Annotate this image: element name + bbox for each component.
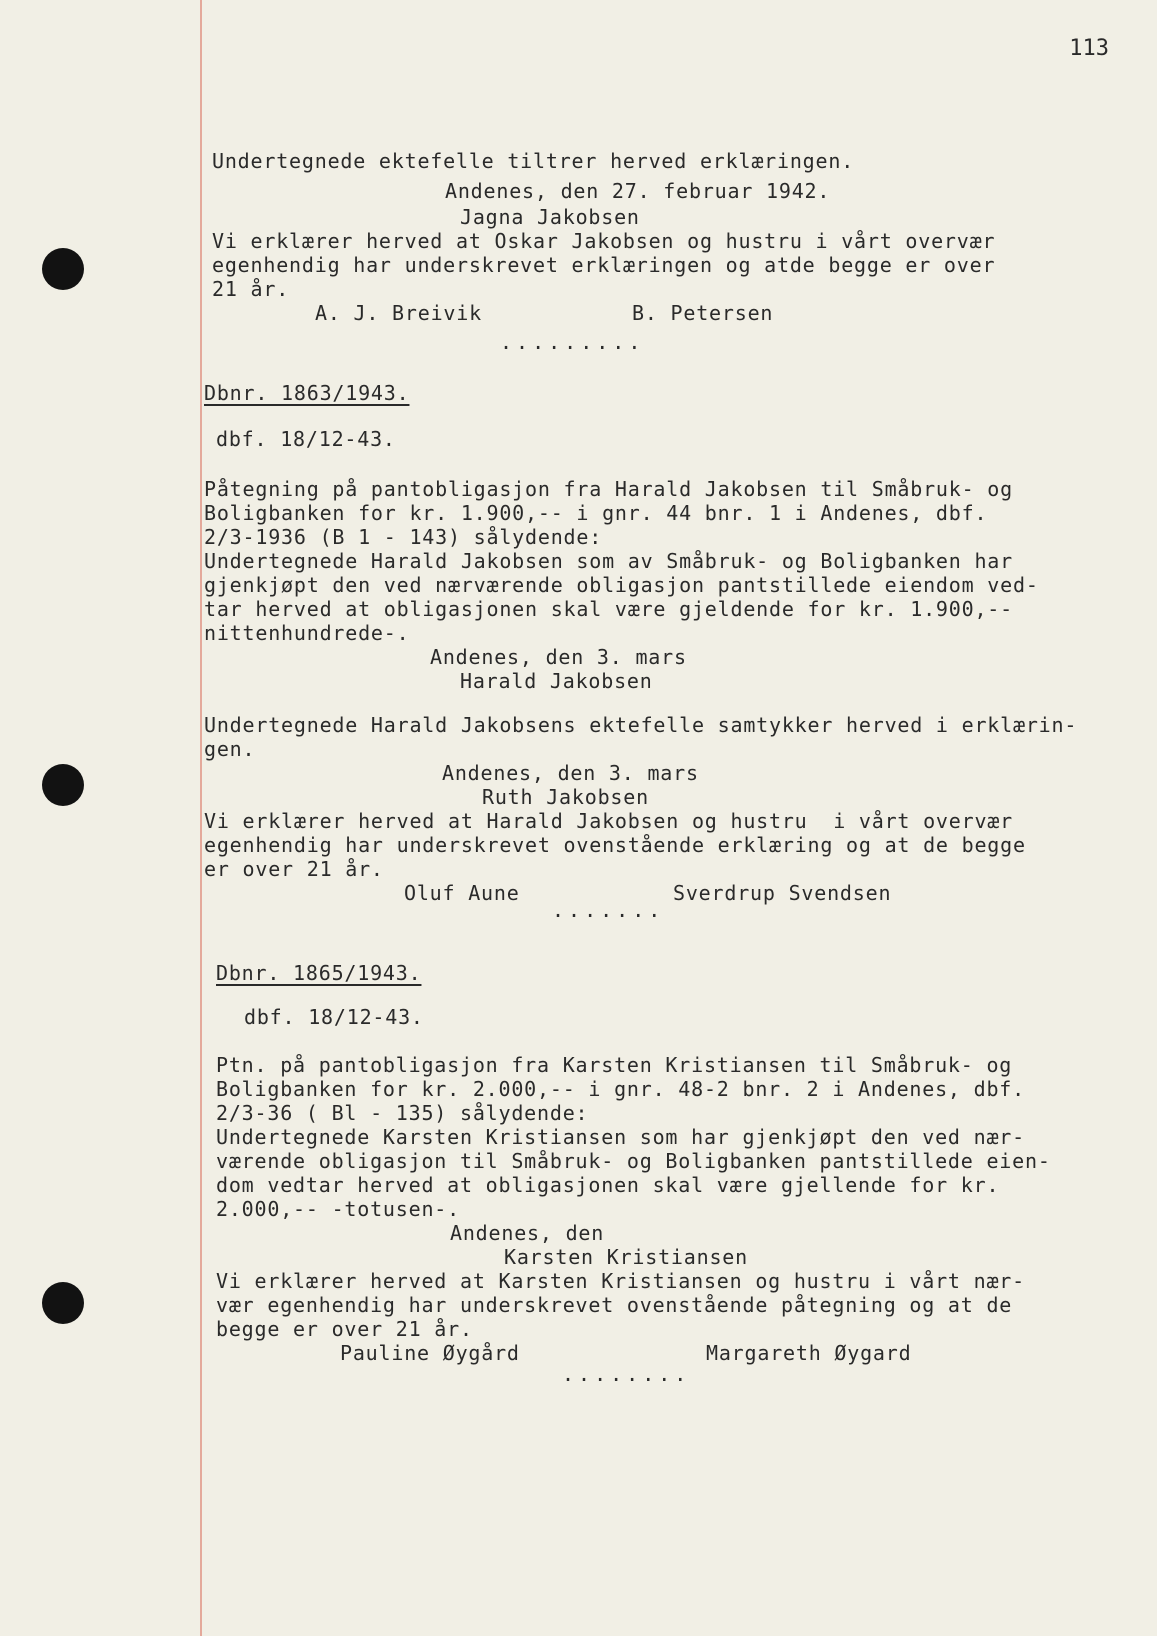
witness-signature-2: Margareth Øygard — [706, 1341, 912, 1365]
spouse-text-line: Undertegnede Harald Jakobsens ektefelle samtykker herved i erklærin- — [204, 713, 1078, 737]
section-separator: ......... — [500, 330, 645, 354]
entry-body-line: Boligbanken for kr. 1.900,-- i gnr. 44 bnr. 1 i Andenes, dbf. — [204, 501, 988, 525]
witness-text-line: 21 år. — [212, 277, 290, 301]
witness-text-line: begge er over 21 år. — [216, 1317, 473, 1341]
entry-body-line: dom vedtar herved at obligasjonen skal være gjellende for kr. — [216, 1173, 1000, 1197]
place-date: Andenes, den 3. mars — [430, 645, 687, 669]
witness-text-line: Vi erklærer herved at Oskar Jakobsen og hustru i vårt overvær — [212, 229, 996, 253]
entry-body-line: Boligbanken for kr. 2.000,-- i gnr. 48-2 bnr. 2 i Andenes, dbf. — [216, 1077, 1025, 1101]
punch-hole — [42, 1282, 84, 1324]
place-date: Andenes, den 27. februar 1942. — [445, 179, 831, 203]
entry-body-line: gjenkjøpt den ved nærværende obligasjon pantstillede eiendom ved- — [204, 573, 1039, 597]
witness-text-line: egenhendig har underskrevet ovenstående erklæring og at de begge — [204, 833, 1026, 857]
consent-line: Undertegnede ektefelle tiltrer herved erklæringen. — [212, 149, 855, 173]
entry-body-line: 2/3-36 ( Bl - 135) sålydende: — [216, 1101, 589, 1125]
entry-dbf: dbf. 18/12-43. — [244, 1005, 424, 1029]
signer: Ruth Jakobsen — [482, 785, 649, 809]
entry-body-line: Undertegnede Harald Jakobsen som av Småbruk- og Boligbanken har — [204, 549, 1013, 573]
punch-hole — [42, 248, 84, 290]
section-separator: ........ — [562, 1362, 691, 1386]
entry-heading: Dbnr. 1865/1943. — [216, 961, 422, 985]
signer: Harald Jakobsen — [460, 669, 653, 693]
witness-text-line: er over 21 år. — [204, 857, 384, 881]
witness-text-line: vær egenhendig har underskrevet ovenstående påtegning og at de — [216, 1293, 1013, 1317]
margin-rule — [200, 0, 202, 1636]
punch-hole — [42, 764, 84, 806]
entry-body-line: nittenhundrede-. — [204, 621, 410, 645]
entry-heading: Dbnr. 1863/1943. — [204, 381, 410, 405]
witness-signature-2: B. Petersen — [632, 301, 774, 325]
witness-text-line: Vi erklærer herved at Karsten Kristiansen og hustru i vårt nær- — [216, 1269, 1025, 1293]
witness-signature-1: Oluf Aune — [404, 881, 520, 905]
witness-text-line: Vi erklærer herved at Harald Jakobsen og hustru i vårt overvær — [204, 809, 1013, 833]
page-number: 113 — [1069, 36, 1109, 61]
spouse-text-line: gen. — [204, 737, 256, 761]
witness-signature-2: Sverdrup Svendsen — [673, 881, 892, 905]
signer: Karsten Kristiansen — [504, 1245, 748, 1269]
entry-body-line: 2.000,-- -totusen-. — [216, 1197, 460, 1221]
place-date: Andenes, den 3. mars — [442, 761, 699, 785]
section-separator: ....... — [552, 898, 665, 922]
place-date: Andenes, den — [450, 1221, 605, 1245]
witness-text-line: egenhendig har underskrevet erklæringen og atde begge er over — [212, 253, 996, 277]
witness-signature-1: Pauline Øygård — [340, 1341, 520, 1365]
entry-body-line: Påtegning på pantobligasjon fra Harald Jakobsen til Småbruk- og — [204, 477, 1013, 501]
entry-dbf: dbf. 18/12-43. — [216, 427, 396, 451]
entry-body-line: tar herved at obligasjonen skal være gjeldende for kr. 1.900,-- — [204, 597, 1013, 621]
signer: Jagna Jakobsen — [460, 205, 640, 229]
entry-body-line: Undertegnede Karsten Kristiansen som har gjenkjøpt den ved nær- — [216, 1125, 1025, 1149]
entry-body-line: 2/3-1936 (B 1 - 143) sålydende: — [204, 525, 603, 549]
witness-signature-1: A. J. Breivik — [315, 301, 482, 325]
entry-body-line: Ptn. på pantobligasjon fra Karsten Kristiansen til Småbruk- og — [216, 1053, 1013, 1077]
entry-body-line: værende obligasjon til Småbruk- og Boligbanken pantstillede eien- — [216, 1149, 1051, 1173]
